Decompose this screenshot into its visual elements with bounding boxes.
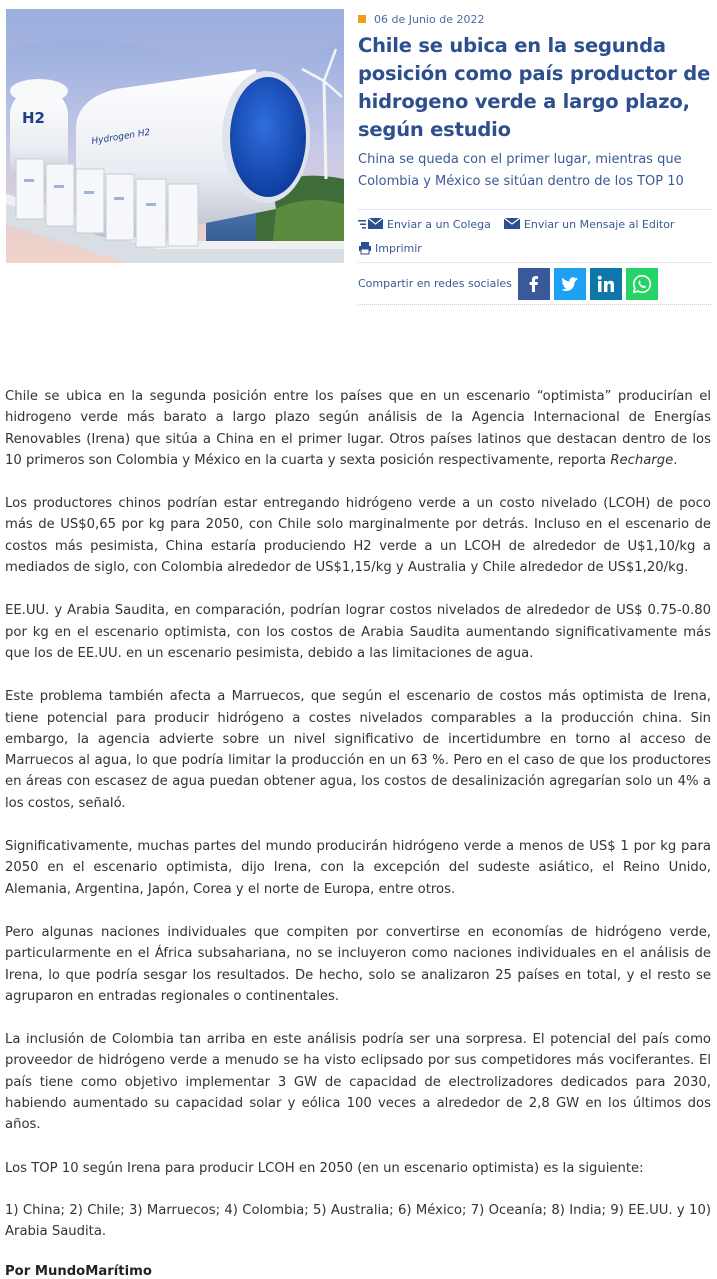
- article-image: [6, 9, 344, 263]
- article-actions: [358, 209, 711, 263]
- printer-icon: [358, 241, 372, 255]
- source-name: Recharge: [610, 452, 674, 468]
- paragraph: La inclusión de Colombia tan arriba en este análisis podría ser una sorpresa. El potencial del país como proveedor de hidrógeno verde a menudo se ha visto eclipsado por sus competidores más vociferantes. El país tiene como objetivo implementar 3 GW de capacidad de electrolizadores dedicados para 2030, habiendo aumentado su capacidad solar y eólica 100 veces a alrededor de 2,8 GW en los últimos dos años.: [5, 1032, 711, 1133]
- article-header: [358, 10, 711, 305]
- send-to-colleague-label: Enviar a un Colega: [387, 217, 491, 231]
- ranking-list: 1) China; 2) Chile; 3) Marruecos; 4) Colombia; 5) Australia; 6) México; 7) Oceanía; 8) India; 9) EE.UU. y 10) Arabia Saudita.: [5, 1202, 711, 1240]
- facebook-icon: [524, 274, 544, 294]
- mail-icon: [503, 217, 521, 231]
- paragraph: Los TOP 10 según Irena para producir LCOH en 2050 (en un escenario optimista) es la siguiente:: [5, 1160, 644, 1176]
- print-label: Imprimir: [375, 241, 422, 255]
- paragraph: Chile se ubica en la segunda posición entre los países que en un escenario “optimista” producirían el hidrogeno verde más barato a largo plazo según análisis de la Agencia Internacional de Energías Renovables (Irena) que sitúa a China en el primer lugar. Otros países latinos que destacan dentro de los 10 primeros son Colombia y México en la cuarta y sexta posición respectivamente, reporta Recharge.: [5, 389, 711, 468]
- send-to-editor-label: Enviar un Mensaje al Editor: [523, 217, 675, 231]
- social-share: [358, 263, 711, 305]
- article-subtitle: China se queda con el primer lugar, mientras que Colombia y México se sitúan dentro de los TOP 10: [358, 152, 684, 189]
- whatsapp-icon: [631, 273, 653, 295]
- send-to-colleague-link[interactable]: [358, 217, 491, 231]
- byline: Por MundoMarítimo: [5, 1263, 152, 1279]
- paragraph: Los productores chinos podrían estar entregando hidrógeno verde a un costo nivelado (LCOH) de poco más de US$0,65 por kg para 2050, con Chile solo marginalmente por detrás. Incluso en el escenario de costos más pesimista, China estaría produciendo H2 verde a un LCOH de alrededor de U$1,10/kg a mediados de siglo, con Colombia alrededor de US$1,15/kg y Australia y Chile alrededor de US$1,20/kg.: [5, 496, 711, 576]
- send-mail-icon: [358, 217, 384, 231]
- share-label: Compartir en redes sociales: [358, 277, 512, 290]
- svg-text:Hydrogen H2: Hydrogen H2: [90, 127, 152, 147]
- share-twitter-button[interactable]: [554, 268, 586, 300]
- paragraph: EE.UU. y Arabia Saudita, en comparación, podrían lograr costos nivelados de alrededor de US$ 0.75-0.80 por kg en el escenario optimista, con los costos de Arabia Saudita aumentando significativamente más que los de EE.UU. en un escenario pesimista, debido a las limitaciones de agua.: [5, 603, 711, 661]
- article-date: [358, 10, 711, 28]
- print-link[interactable]: [358, 241, 422, 255]
- share-linkedin-button[interactable]: [590, 268, 622, 300]
- paragraph: Significativamente, muchas partes del mundo producirán hidrógeno verde a menos de US$ 1 por kg para 2050 en el escenario optimista, dijo Irena, con la excepción del sudeste asiático, el Reino Unido, Alemania, Argentina, Japón, Corea y el norte de Europa, entre otros.: [5, 839, 711, 897]
- date-bullet-icon: [358, 15, 366, 23]
- paragraph: Este problema también afecta a Marruecos, que según el escenario de costos más optimista de Irena, tiene potencial para producir hidrógeno a costes nivelados comparables a la producción china. Sin embargo, la agencia advierte sobre un nivel significativo de incertidumbre en torno al acceso de Marruecos al agua, lo que podría limitar la producción en un 63 %. Pero en el caso de que los productores en áreas con escasez de agua puedan obtener agua, los costos de desalinización agregarían solo un 4% a los costos, señaló.: [5, 689, 711, 811]
- linkedin-icon: [596, 274, 616, 294]
- share-facebook-button[interactable]: [518, 268, 550, 300]
- send-to-editor-link[interactable]: [503, 217, 675, 231]
- article-body: [5, 386, 711, 1279]
- svg-text:H2: H2: [22, 109, 45, 127]
- paragraph: Pero algunas naciones individuales que compiten por convertirse en economías de hidrógeno verde, particularmente en el África subsahariana, no se incluyeron como naciones individuales en el análisis de Irena, lo que podría sesgar los resultados. De hecho, solo se analizaron 25 países en total, y el resto se agruparon en entradas regionales o continentales.: [5, 924, 711, 1004]
- article-title: Chile se ubica en la segunda posición como país productor de hidrogeno verde a largo plazo, según estudio: [358, 34, 711, 141]
- share-whatsapp-button[interactable]: [626, 268, 658, 300]
- date-text: 06 de Junio de 2022: [374, 12, 485, 26]
- twitter-icon: [560, 274, 580, 294]
